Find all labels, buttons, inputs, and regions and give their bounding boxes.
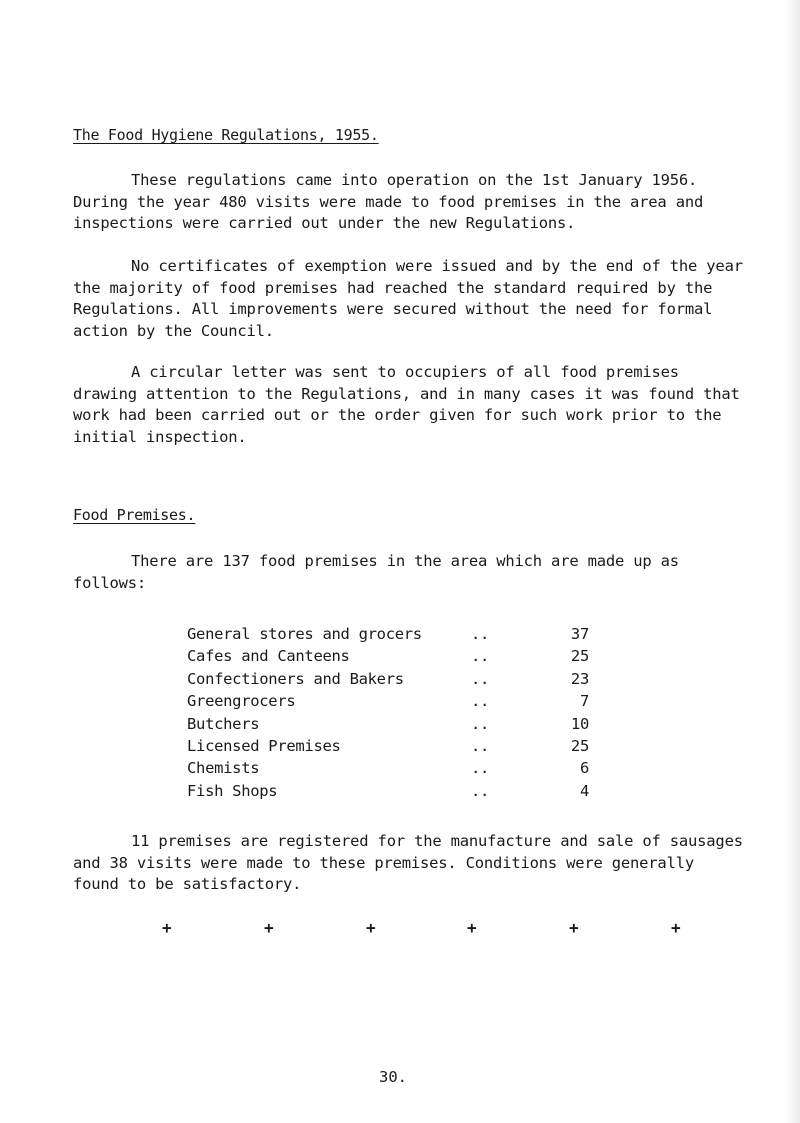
paragraph-circular-letter: A circular letter was sent to occupiers of all food premises drawing attention to the Regulations, and in many cases it was found that work had been carried out or the order given for such work prior to the initial inspection. <box>73 363 740 446</box>
paragraph-premises-intro: There are 137 food premises in the area which are made up as follows: <box>73 552 679 592</box>
row-value: 10 <box>570 714 589 733</box>
paragraph-certificates-exemption: No certificates of exemption were issued and by the end of the year the majority of food premises had reached the standard required by the Regulations. All improvements were secured without the need for formal action by the Council. <box>73 257 743 340</box>
leader-dots: .. <box>471 647 490 666</box>
table-row <box>187 715 607 737</box>
divider-cross: + <box>162 918 172 937</box>
leader-dots: .. <box>471 714 490 733</box>
leader-dots: .. <box>471 625 490 643</box>
row-value: 7 <box>579 692 589 711</box>
section-heading-food-hygiene-regulations: The Food Hygiene Regulations, 1955. <box>73 126 379 144</box>
row-label: Confectioners and Bakers <box>187 669 404 688</box>
row-label: Butchers <box>187 714 260 733</box>
leader-dots: .. <box>471 669 490 688</box>
row-value: 4 <box>579 781 589 800</box>
row-label: General stores and grocers <box>187 625 422 643</box>
row-label: Licensed Premises <box>187 736 341 755</box>
table-row <box>187 670 607 692</box>
row-value: 25 <box>570 647 589 666</box>
table-row <box>187 782 607 804</box>
leader-dots: .. <box>471 759 490 778</box>
paragraph-sausage-manufacture: 11 premises are registered for the manufacture and sale of sausages and 38 visits were made to these premises. Conditions were generally found to be satisfactory. <box>73 832 743 893</box>
table-row <box>187 625 607 647</box>
table-row <box>187 647 607 669</box>
table-row <box>187 737 607 759</box>
page-edge-shadow <box>786 0 800 1123</box>
row-label: Chemists <box>187 759 260 778</box>
divider-cross: + <box>569 918 579 937</box>
divider-cross: + <box>467 918 477 937</box>
premises-table <box>187 625 607 804</box>
row-value: 25 <box>570 736 589 755</box>
row-value: 6 <box>579 759 589 778</box>
page-number: 30. <box>379 1068 407 1086</box>
table-row <box>187 692 607 714</box>
divider-cross: + <box>671 918 681 937</box>
leader-dots: .. <box>471 781 490 800</box>
row-value: 37 <box>570 625 589 643</box>
row-value: 23 <box>570 669 589 688</box>
row-label: Fish Shops <box>187 781 278 800</box>
divider-cross: + <box>366 918 376 937</box>
leader-dots: .. <box>471 692 490 711</box>
table-row <box>187 759 607 781</box>
leader-dots: .. <box>471 736 490 755</box>
section-heading-food-premises: Food Premises. <box>73 506 196 524</box>
paragraph-regulations-operation: These regulations came into operation on the 1st January 1956. During the year 480 visits were made to food premises in the area and inspections were carried out under the new Regulations. <box>73 171 704 232</box>
divider-cross: + <box>264 918 274 937</box>
row-label: Cafes and Canteens <box>187 647 350 666</box>
row-label: Greengrocers <box>187 692 296 711</box>
